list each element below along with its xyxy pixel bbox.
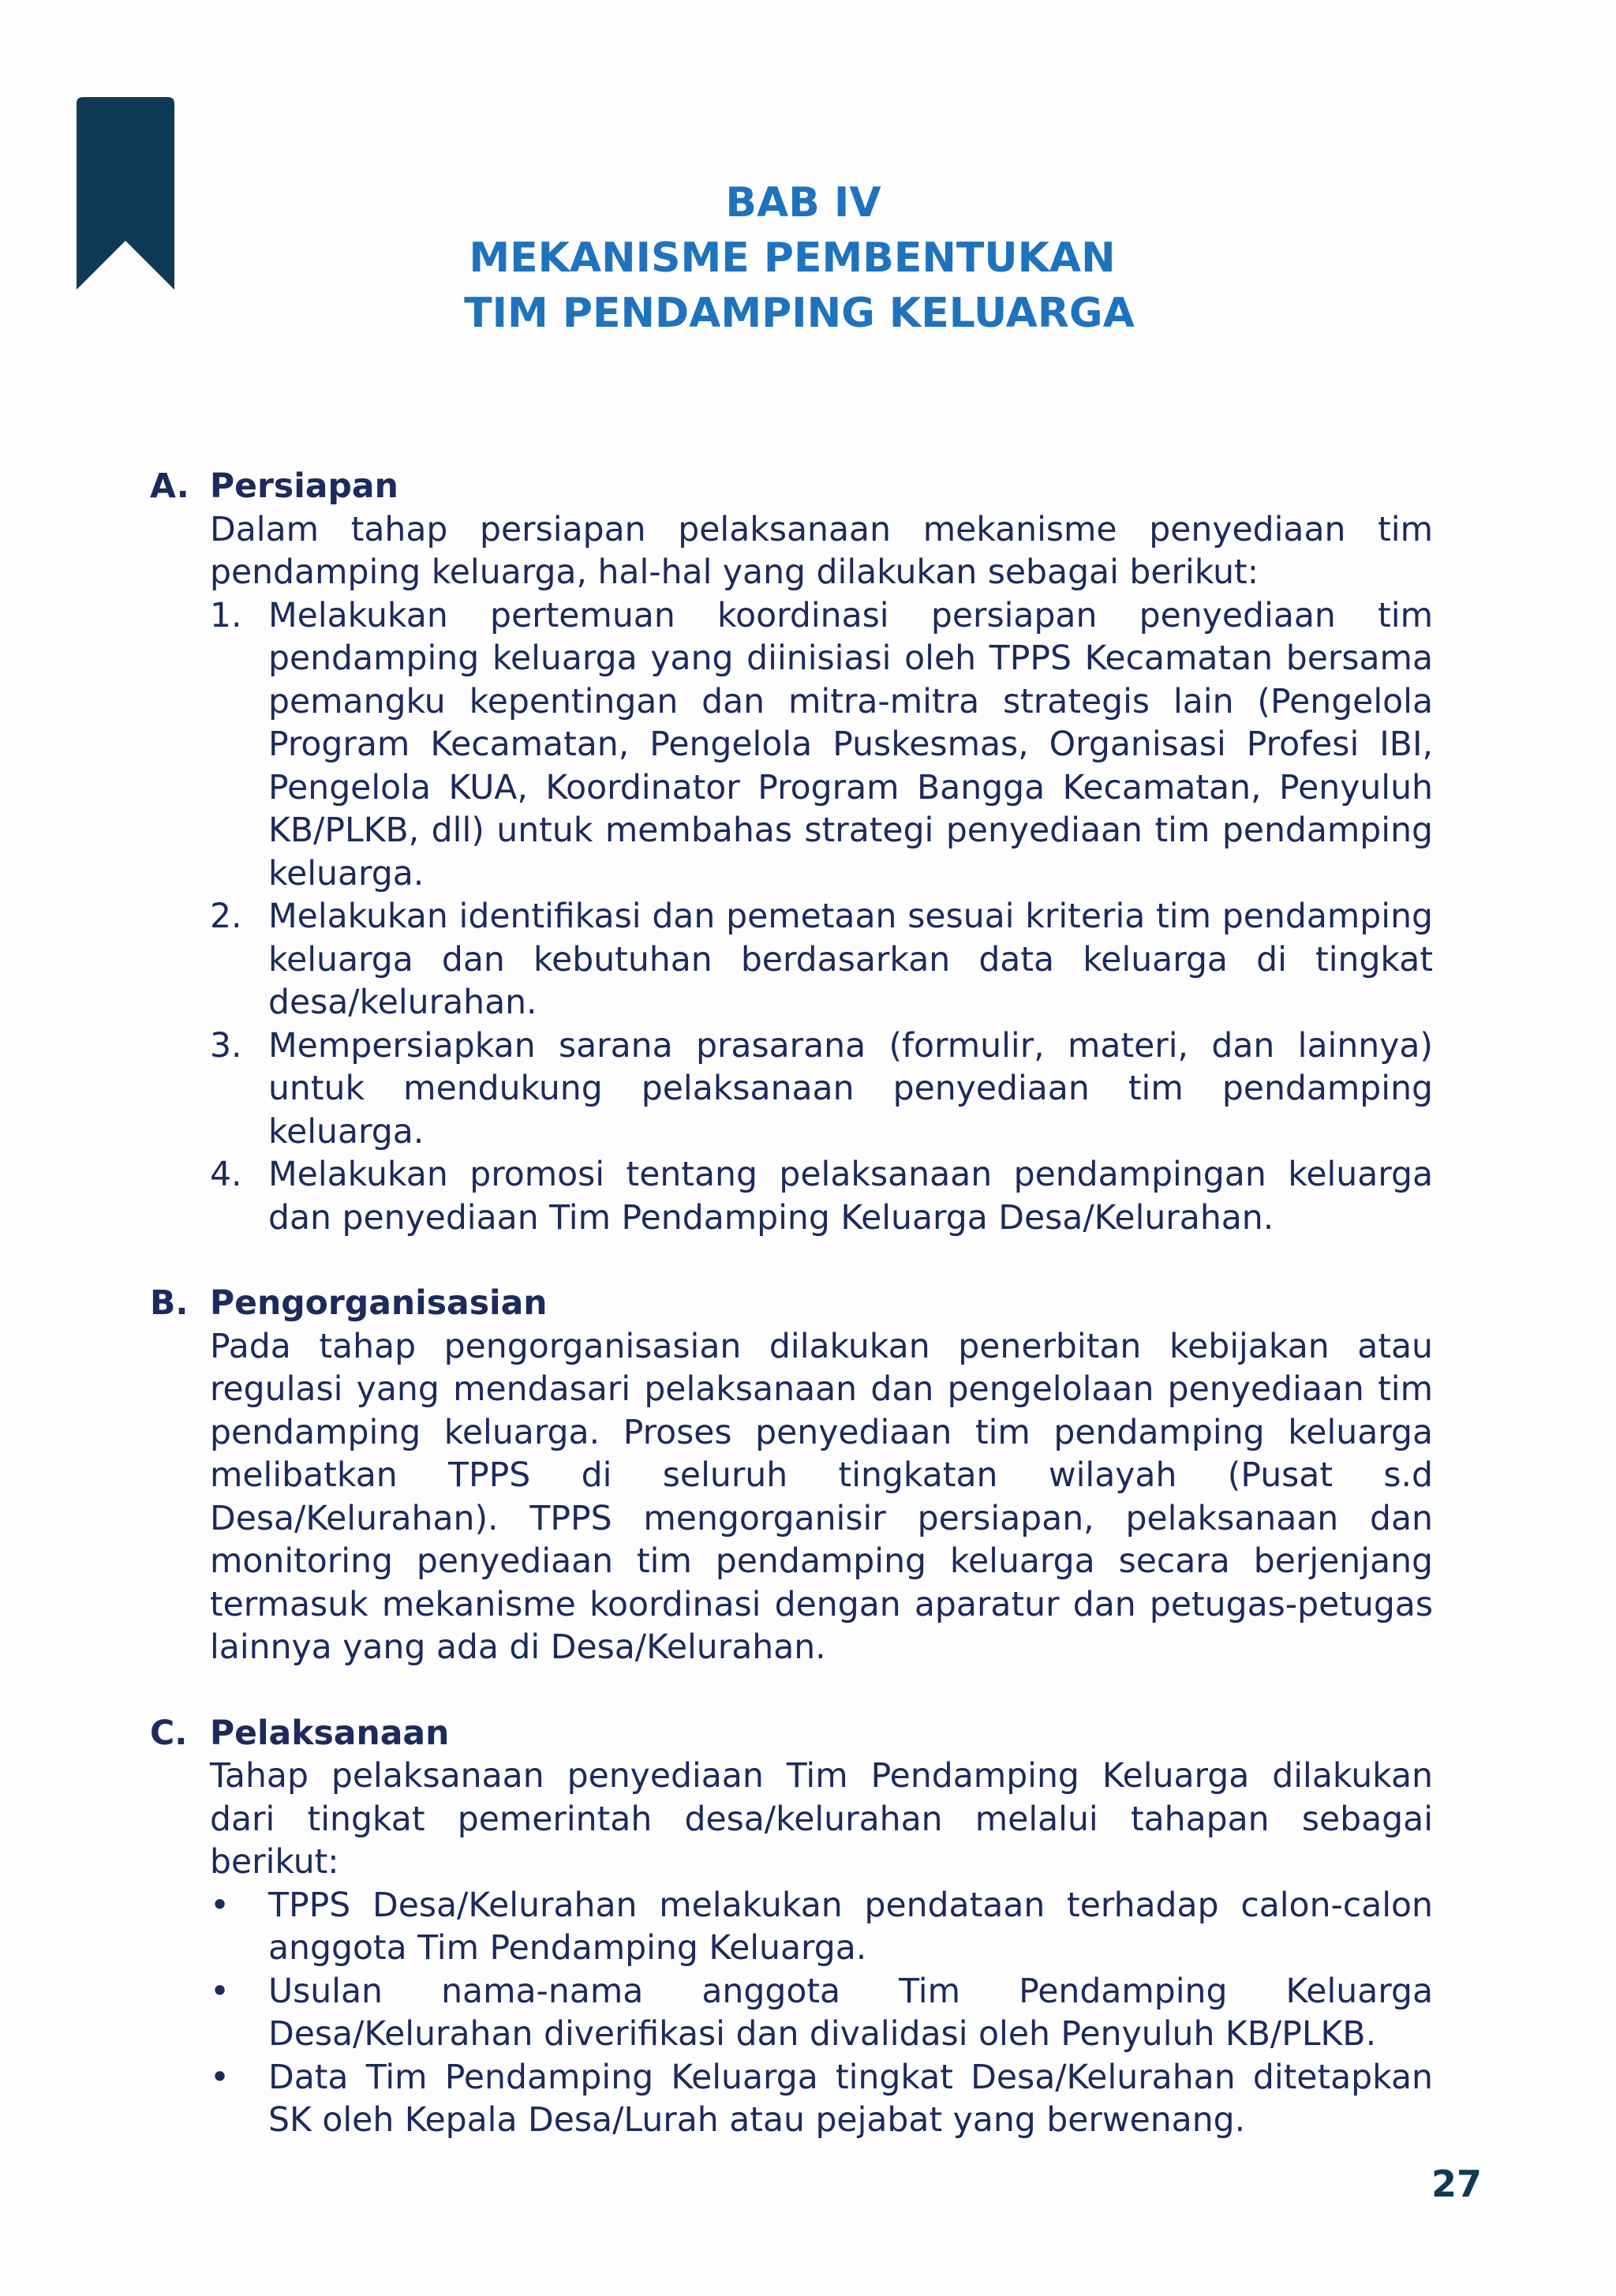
section-pengorganisasian bbox=[150, 1283, 1433, 1670]
list-number: 4. bbox=[210, 1155, 242, 1194]
numbered-list bbox=[210, 595, 1433, 1241]
list-number: 3. bbox=[210, 1026, 242, 1066]
section-letter: A. bbox=[150, 467, 189, 506]
section-intro: Tahap pelaksanaan penyediaan Tim Pendamping Keluarga dilakukan dari tingkat pemerintah desa/kelurahan melalui tahapan sebagai berikut: bbox=[210, 1757, 1433, 1882]
page-number: 27 bbox=[1431, 2163, 1482, 2205]
chapter-title-line2: TIM PENDAMPING KELUARGA bbox=[464, 290, 1135, 337]
list-number: 1. bbox=[210, 596, 242, 635]
section-intro: Pada tahap pengorganisasian dilakukan penerbitan kebijakan atau regulasi yang mendasari pelaksanaan dan pengelolaan penyediaan tim pendamping keluarga. Proses penyediaan tim pendamping keluarga melibatkan TPPS di seluruh tingkatan wilayah (Pusat s.d Desa/Kelurahan). TPPS mengorganisir persiapan, pelaksanaan dan monitoring penyediaan tim pendamping keluarga secara berjenjang termasuk mekanisme koordinasi dengan aparatur dan petugas-petugas lainnya yang ada di Desa/Kelurahan. bbox=[210, 1327, 1433, 1667]
list-item-text: Melakukan identifikasi dan pemetaan sesuai kriteria tim pendamping keluarga dan kebutuhan berdasarkan data keluarga di tingkat desa/kelurahan. bbox=[268, 897, 1433, 1022]
section-pelaksanaan bbox=[150, 1713, 1433, 2143]
list-item bbox=[210, 896, 1433, 1025]
list-item-text: Usulan nama-nama anggota Tim Pendamping Keluarga Desa/Kelurahan diverifikasi dan divalidasi oleh Penyuluh KB/PLKB. bbox=[268, 1972, 1433, 2054]
list-item-text: Melakukan pertemuan koordinasi persiapan penyediaan tim pendamping keluarga yang diinisiasi oleh TPPS Kecamatan bersama pemangku kepentingan dan mitra-mitra strategis lain (Pengelola Program Kecamatan, Pengelola Puskesmas, Organisasi Profesi IBI, Pengelola KUA, Koordinator Program Bangga Kecamatan, Penyuluh KB/PLKB, dll) untuk membahas strategi penyediaan tim pendamping keluarga. bbox=[268, 596, 1433, 893]
section-letter: B. bbox=[150, 1284, 189, 1323]
chapter-body bbox=[150, 466, 1433, 2143]
chapter-title-line1: MEKANISME PEMBENTUKAN bbox=[469, 234, 1116, 282]
list-item bbox=[210, 2057, 1433, 2143]
list-item bbox=[210, 1885, 1433, 1971]
bullet-icon: • bbox=[210, 1886, 230, 1925]
section-title: Pengorganisasian bbox=[210, 1284, 548, 1323]
list-item bbox=[210, 595, 1433, 897]
list-number: 2. bbox=[210, 897, 242, 936]
list-item-text: Mempersiapkan sarana prasarana (formulir, materi, dan lainnya) untuk mendukung pelaksanaan penyediaan tim pendamping keluarga. bbox=[268, 1026, 1433, 1152]
list-item bbox=[210, 1025, 1433, 1155]
section-intro: Dalam tahap persiapan pelaksanaan mekanisme penyediaan tim pendamping keluarga, hal-hal yang dilakukan sebagai berikut: bbox=[210, 510, 1433, 592]
bullet-icon: • bbox=[210, 1972, 230, 2011]
list-item bbox=[210, 1971, 1433, 2057]
list-item bbox=[210, 1154, 1433, 1240]
list-item-text: TPPS Desa/Kelurahan melakukan pendataan terhadap calon-calon anggota Tim Pendamping Keluarga. bbox=[268, 1886, 1433, 1968]
list-item-text: Melakukan promosi tentang pelaksanaan pendampingan keluarga dan penyediaan Tim Pendamping Keluarga Desa/Kelurahan. bbox=[268, 1155, 1433, 1238]
bullet-list bbox=[210, 1885, 1433, 2143]
section-title: Pelaksanaan bbox=[210, 1714, 450, 1753]
section-letter: C. bbox=[150, 1714, 188, 1753]
list-item-text: Data Tim Pendamping Keluarga tingkat Desa/Kelurahan ditetapkan SK oleh Kepala Desa/Lurah atau pejabat yang berwenang. bbox=[268, 2058, 1433, 2140]
section-title: Persiapan bbox=[210, 467, 398, 506]
bookmark-ribbon-icon bbox=[77, 97, 174, 290]
section-persiapan bbox=[150, 466, 1433, 1240]
bullet-icon: • bbox=[210, 2058, 230, 2097]
chapter-number: BAB IV bbox=[725, 179, 881, 227]
